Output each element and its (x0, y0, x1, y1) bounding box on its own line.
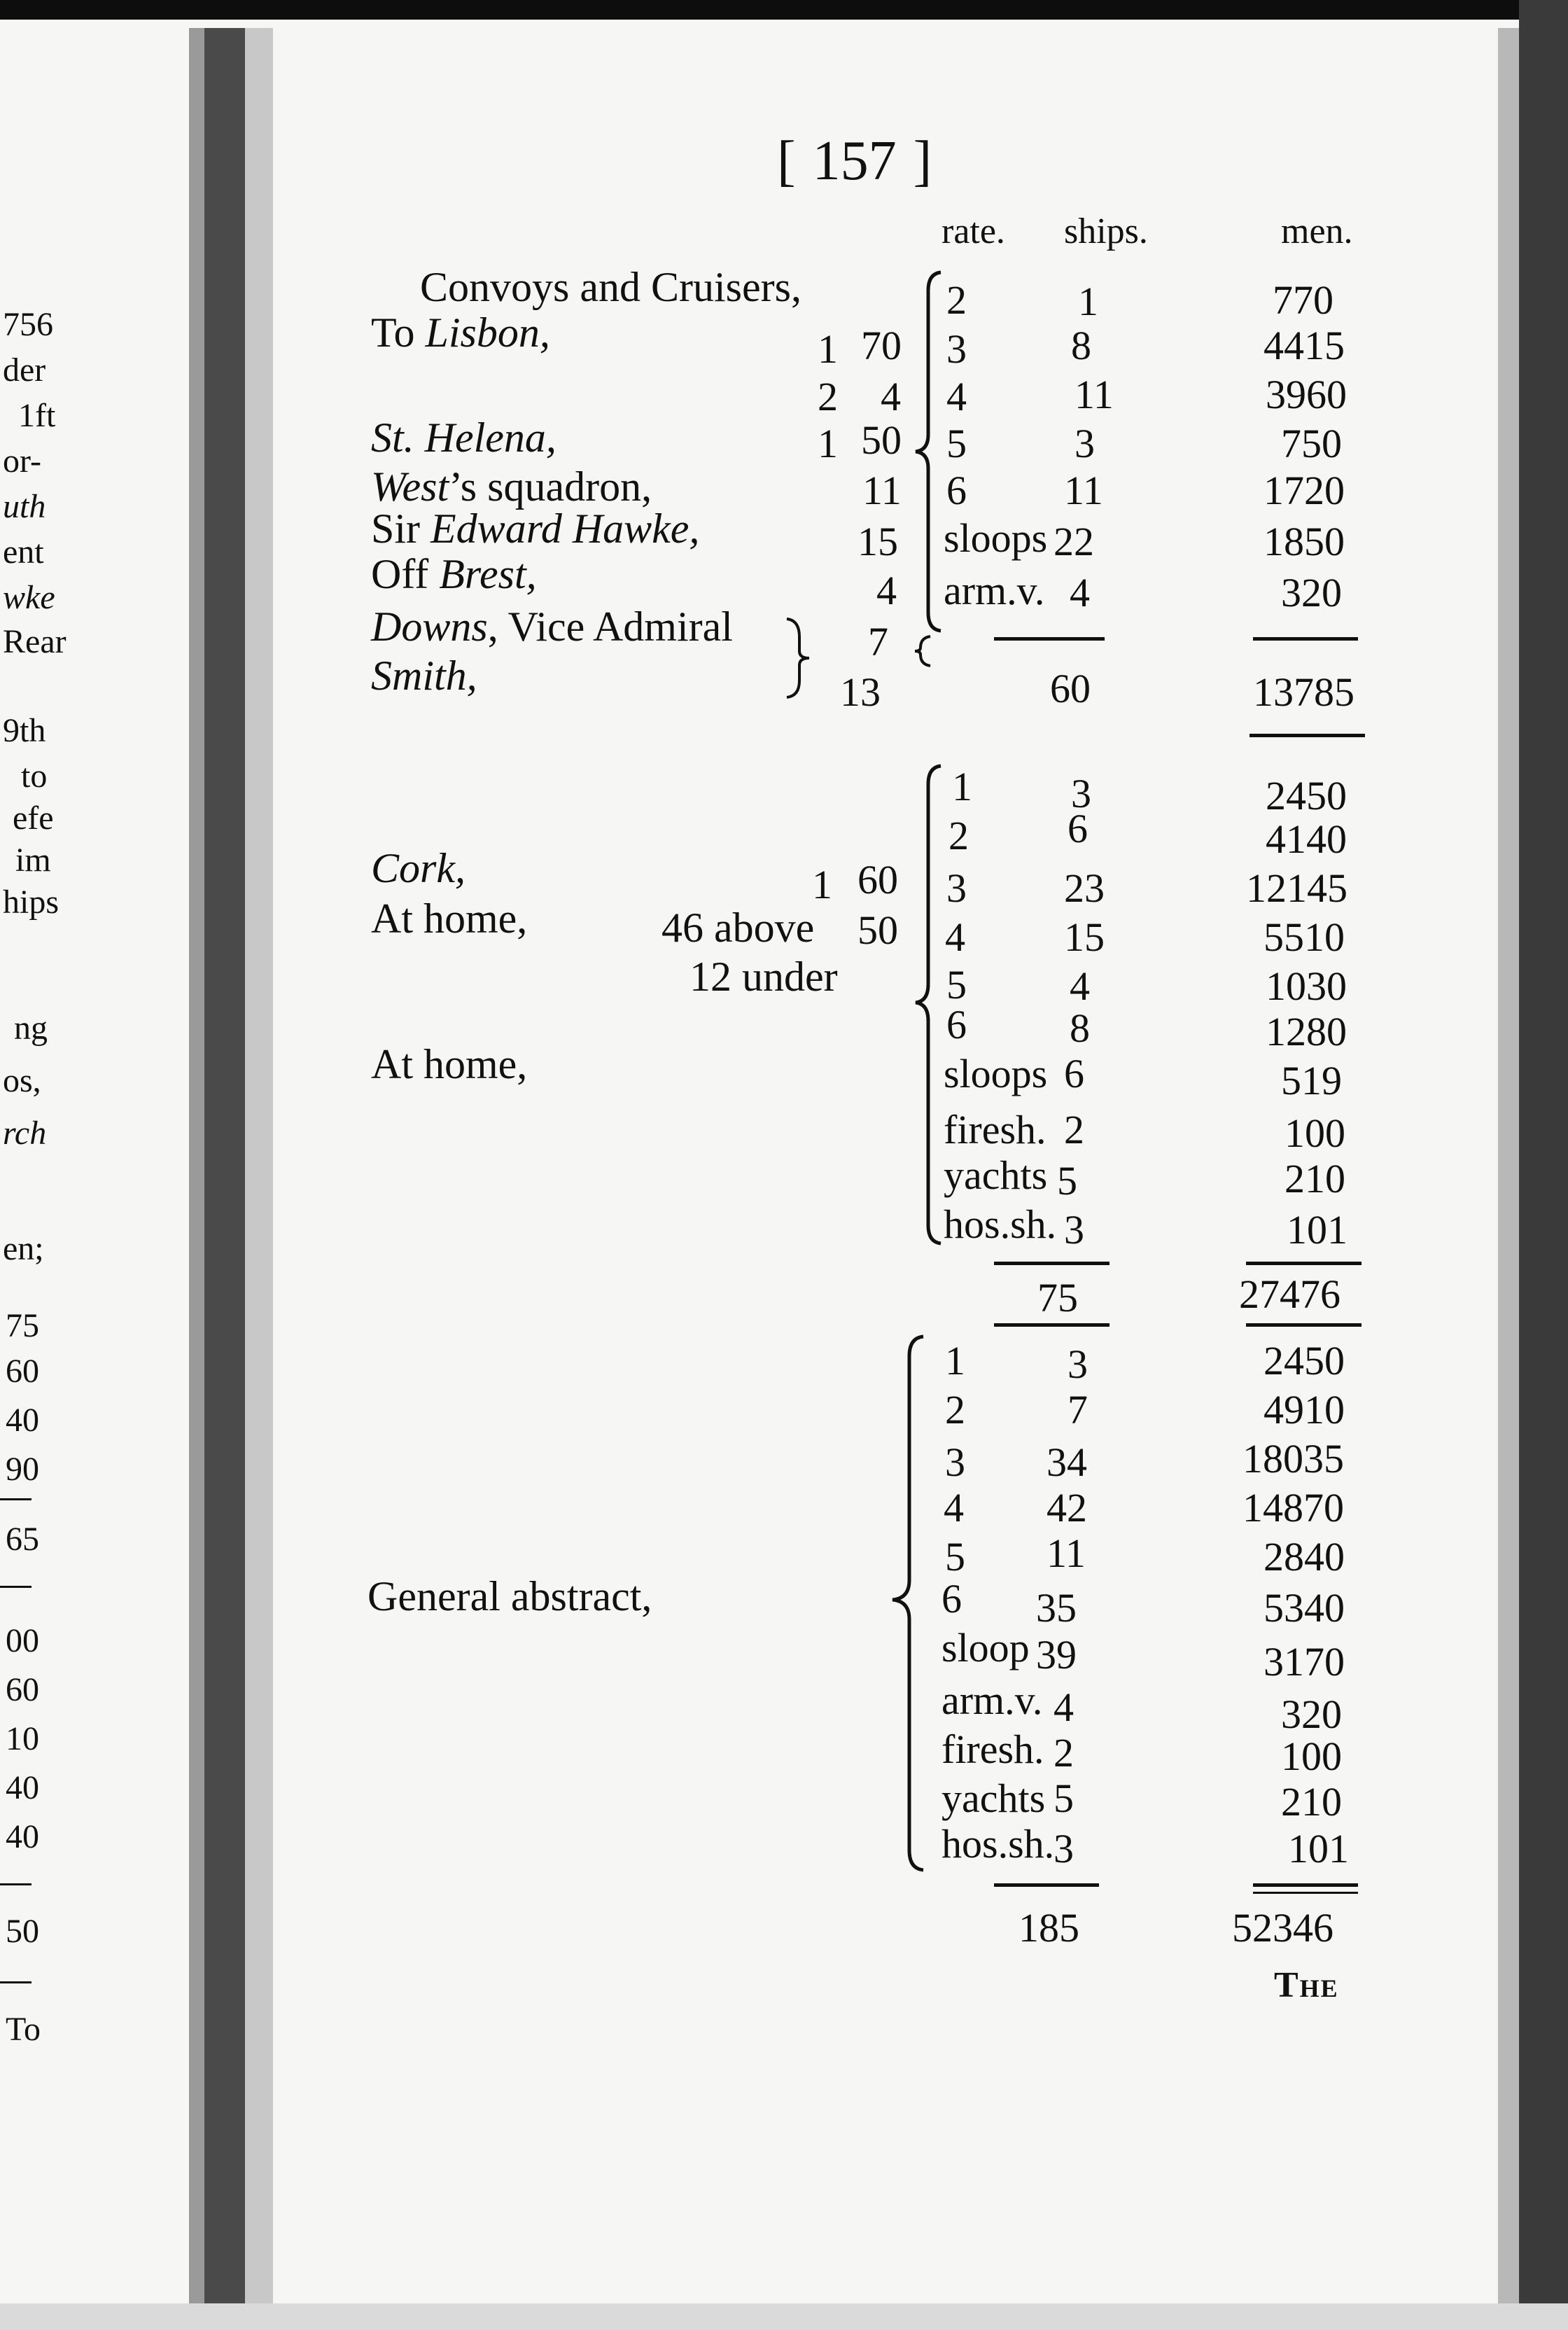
total-men: 13785 (1253, 669, 1354, 715)
ships-cell: 3 (1068, 1341, 1088, 1387)
rate-cell: yachts (944, 1152, 1048, 1198)
left-fragment: 00 (6, 1622, 39, 1659)
rate-cell: 6 (946, 1002, 967, 1047)
men-cell: 101 (1287, 1207, 1348, 1253)
left-rule (0, 1498, 31, 1500)
left-fragment: en; (3, 1230, 44, 1267)
ships-cell: 11 (1064, 468, 1103, 513)
men-cell: 100 (1284, 1110, 1345, 1156)
men-cell: 5510 (1264, 914, 1345, 960)
left-fragment: efe (13, 800, 54, 837)
rate-cell: 4 (944, 1485, 964, 1530)
ships-cell: 1 (1078, 279, 1098, 324)
total-ships: 75 (1037, 1275, 1078, 1320)
men-cell: 14870 (1242, 1485, 1344, 1530)
men-cell: 18035 (1242, 1436, 1344, 1481)
sum-rule-ships (994, 637, 1105, 641)
bracket-close: ] (913, 130, 932, 192)
men-cell: 750 (1281, 421, 1342, 466)
total-ships: 185 (1018, 1905, 1079, 1951)
total-men: 27476 (1239, 1271, 1340, 1317)
rate-cell: sloop (941, 1625, 1030, 1670)
ships-cell: 35 (1036, 1585, 1077, 1631)
convoy-count: 4 (876, 568, 897, 613)
convoy-count: 13 (840, 669, 881, 715)
ships-cell: 39 (1036, 1632, 1077, 1677)
men-cell: 3960 (1266, 372, 1347, 417)
men-cell: 519 (1281, 1058, 1342, 1103)
brace-convoys (910, 270, 945, 634)
convoy-count: 1 (818, 421, 838, 466)
convoy-guns: 4 (881, 374, 901, 419)
left-fragment: to (21, 758, 48, 795)
left-fragment: ent (3, 533, 44, 571)
convoy-guns: 50 (861, 417, 902, 463)
ships-cell: 22 (1054, 519, 1094, 564)
men-cell: 2450 (1264, 1338, 1345, 1383)
rate-cell: 1 (952, 764, 972, 809)
ships-cell: 6 (1068, 806, 1088, 851)
rate-cell: 4 (946, 374, 967, 419)
men-cell: 210 (1284, 1156, 1345, 1201)
sum-rule-men (1253, 1883, 1358, 1887)
ships-cell: 15 (1064, 914, 1105, 960)
convoy-destination: Sir Edward Hawke, (371, 505, 700, 552)
convoy-destination: West’s squadron, (371, 463, 652, 510)
left-fragment: hips (3, 884, 59, 921)
rate-cell: arm.v. (941, 1677, 1043, 1723)
men-cell: 4140 (1266, 816, 1347, 862)
ships-cell: 8 (1071, 323, 1091, 368)
ships-cell: 23 (1064, 865, 1105, 911)
left-fragment: wke (3, 579, 55, 616)
men-cell: 1720 (1264, 468, 1345, 513)
rate-cell: 1 (945, 1338, 965, 1383)
header-rate: rate. (941, 211, 1005, 251)
left-rule (0, 1586, 31, 1588)
left-fragment: 60 (6, 1353, 39, 1390)
section-rule (1250, 734, 1365, 737)
rate-cell: firesh. (944, 1107, 1046, 1152)
left-fragment: rch (3, 1115, 47, 1152)
men-cell: 100 (1281, 1733, 1342, 1779)
rate-cell: 4 (945, 914, 965, 960)
ships-cell: 3 (1071, 771, 1091, 816)
cork-count: 1 (812, 862, 832, 907)
left-fragment: der (3, 351, 46, 389)
men-cell: 4910 (1264, 1387, 1345, 1432)
left-rule (0, 1883, 31, 1885)
left-fragment: 60 (6, 1671, 39, 1708)
men-cell: 4415 (1264, 323, 1345, 368)
rate-cell: 3 (945, 1439, 965, 1485)
sum-rule-men (1246, 1262, 1362, 1265)
convoys-title: Convoys and Cruisers, (420, 264, 802, 310)
catchword: The (1274, 1965, 1339, 2005)
ships-cell: 5 (1054, 1776, 1074, 1821)
left-fragment: 40 (6, 1402, 39, 1439)
men-cell: 210 (1281, 1779, 1342, 1825)
ships-cell: 2 (1064, 1107, 1084, 1152)
ships-cell: 11 (1046, 1530, 1086, 1576)
rate-cell: 5 (946, 962, 967, 1007)
sum-rule-ships-under (994, 1323, 1110, 1327)
rate-cell: 2 (948, 813, 969, 858)
left-rule (0, 1981, 31, 1983)
left-fragment: os, (3, 1062, 41, 1099)
men-cell: 3170 (1264, 1639, 1345, 1684)
rate-cell: 6 (946, 468, 967, 513)
brace-small (784, 616, 812, 700)
rate-cell: 3 (946, 326, 967, 372)
rate-cell: 5 (946, 421, 967, 466)
men-cell: 2450 (1266, 773, 1347, 818)
ships-cell: 3 (1064, 1207, 1084, 1253)
convoy-count: 11 (862, 468, 902, 513)
ships-cell: 42 (1046, 1485, 1087, 1530)
men-cell: 320 (1281, 570, 1342, 615)
left-fragment: or- (3, 442, 42, 480)
above-label: 46 above (662, 905, 815, 951)
convoy-count: 15 (858, 519, 898, 564)
men-cell: 320 (1281, 1691, 1342, 1737)
rate-cell: hos.sh. (941, 1821, 1055, 1867)
abstract-label: General abstract, (368, 1573, 652, 1619)
under-label: 12 under (690, 954, 838, 1000)
ships-cell: 2 (1054, 1730, 1074, 1776)
ships-cell: 11 (1074, 372, 1114, 417)
at-home-label: At home, (371, 895, 528, 942)
men-cell: 5340 (1264, 1585, 1345, 1631)
ships-cell: 5 (1057, 1158, 1077, 1204)
ships-cell: 34 (1046, 1439, 1087, 1485)
rate-cell: 5 (945, 1534, 965, 1579)
left-fragment: 1ft (18, 397, 56, 434)
convoy-count: 2 (818, 374, 838, 419)
left-fragment: 10 (6, 1720, 39, 1757)
left-fragment: 75 (6, 1307, 39, 1344)
ships-cell: 7 (1068, 1387, 1088, 1432)
men-cell: 2840 (1264, 1534, 1345, 1579)
brace-small-left (913, 634, 934, 669)
men-cell: 770 (1273, 277, 1334, 323)
sum-rule-men-under (1246, 1323, 1362, 1327)
convoy-count: 1 (818, 326, 838, 372)
men-cell: 1850 (1264, 519, 1345, 564)
cork-guns: 60 (858, 857, 898, 902)
convoy-destination: To Lisbon, (371, 309, 550, 356)
left-fragment: To (6, 2011, 41, 2048)
header-ships: ships. (1064, 211, 1148, 251)
rate-cell: firesh. (941, 1726, 1044, 1772)
sum-rule-ships (994, 1883, 1099, 1887)
ships-cell: 8 (1070, 1005, 1090, 1051)
men-cell: 101 (1288, 1826, 1349, 1871)
left-fragment: im (15, 842, 51, 879)
page-number: [ 157 ] (777, 130, 932, 192)
sum-rule-men (1253, 637, 1358, 641)
left-fragment: 90 (6, 1451, 39, 1488)
left-fragment: 756 (3, 306, 53, 343)
rate-cell: 6 (941, 1576, 962, 1621)
rate-cell: sloops (944, 1051, 1048, 1096)
brace-home (910, 763, 945, 1246)
total-ships: 60 (1050, 666, 1091, 711)
left-fragment: 40 (6, 1818, 39, 1855)
sum-rule-men-double (1253, 1892, 1358, 1894)
convoy-destination: Off Brest, (371, 551, 537, 597)
left-fragment: 9th (3, 712, 46, 749)
ships-cell: 3 (1054, 1826, 1074, 1871)
rate-cell: yachts (941, 1776, 1046, 1821)
total-men: 52346 (1232, 1905, 1334, 1951)
header-men: men. (1281, 211, 1353, 251)
convoy-destination: Downs, Vice Admiral (371, 604, 733, 650)
convoy-destination: St. Helena, (371, 414, 556, 461)
rate-cell: 2 (945, 1387, 965, 1432)
convoy-count: 7 (868, 619, 888, 664)
rate-cell: sloops (944, 515, 1048, 561)
left-fragment: 50 (6, 1913, 39, 1950)
men-cell: 1030 (1266, 963, 1347, 1009)
brace-abstract (886, 1334, 927, 1873)
ships-cell: 4 (1070, 570, 1090, 615)
left-fragment: Rear (3, 623, 66, 660)
ships-cell: 4 (1054, 1684, 1074, 1730)
men-cell: 12145 (1246, 865, 1348, 911)
men-cell: 1280 (1266, 1009, 1347, 1054)
rate-cell: hos.sh. (944, 1201, 1057, 1247)
left-fragment: ng (14, 1010, 48, 1047)
rate-cell: arm.v. (944, 568, 1045, 613)
above-guns: 50 (858, 907, 898, 953)
sum-rule-ships (994, 1262, 1110, 1265)
left-fragment: 65 (6, 1521, 39, 1558)
rate-cell: 3 (946, 865, 967, 911)
ships-cell: 4 (1070, 963, 1090, 1009)
left-fragment: 40 (6, 1769, 39, 1806)
rate-cell: 2 (946, 277, 967, 323)
cork-label: Cork, (371, 845, 465, 891)
convoy-destination: Smith, (371, 653, 477, 699)
left-fragment: uth (3, 488, 46, 525)
ships-cell: 6 (1064, 1051, 1084, 1096)
at-home-label-2: At home, (371, 1041, 528, 1087)
ships-cell: 3 (1074, 421, 1095, 466)
bracket-open: [ (777, 130, 796, 192)
convoy-guns: 70 (861, 323, 902, 368)
